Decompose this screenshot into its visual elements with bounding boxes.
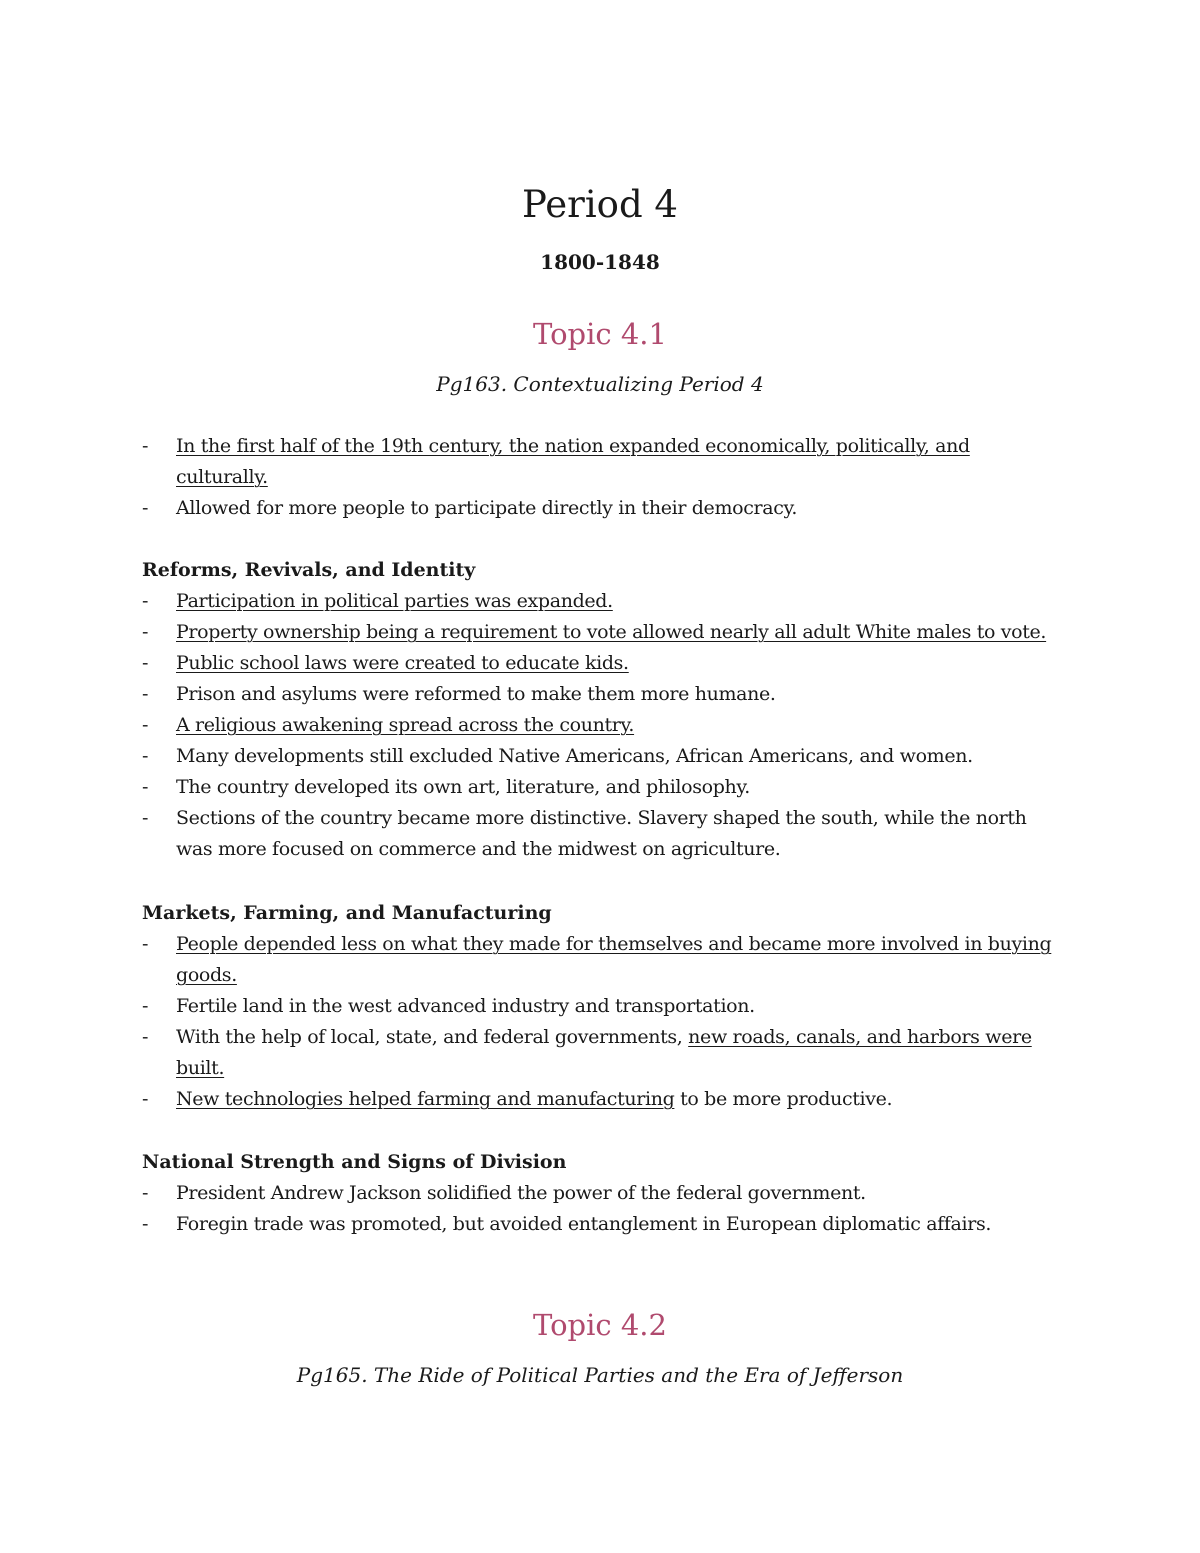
list-item xyxy=(142,929,1058,991)
list-item xyxy=(142,679,1058,710)
list-item xyxy=(142,617,1058,648)
bullet-marker: - xyxy=(142,1213,149,1235)
bullet-text: Allowed for more people to participate directly in their democracy. xyxy=(176,497,798,519)
list-item xyxy=(142,1178,1058,1209)
bullet-marker: - xyxy=(142,714,149,736)
bullet-marker: - xyxy=(142,995,149,1017)
topic-4-1-subtitle: Pg163. Contextualizing Period 4 xyxy=(436,372,764,396)
list-item xyxy=(142,772,1058,803)
bullet-underlined-text: Property ownership being a requirement to vote allowed nearly all adult White males to vote. xyxy=(176,621,1047,643)
list-item xyxy=(142,1084,1058,1115)
bullet-text: Foregin trade was promoted, but avoided entanglement in European diplomatic affairs. xyxy=(176,1213,992,1235)
bullet-underlined-text: A religious awakening spread across the country. xyxy=(176,714,635,736)
bullet-text: Prison and asylums were reformed to make them more humane. xyxy=(176,683,776,705)
reforms-bullet-list xyxy=(142,586,1058,865)
section-heading-national-strength: National Strength and Signs of Division xyxy=(142,1151,567,1173)
list-item xyxy=(142,803,1058,865)
bullet-marker: - xyxy=(142,497,149,519)
bullet-text: President Andrew Jackson solidified the power of the federal government. xyxy=(176,1182,866,1204)
bullet-underlined-text: New technologies helped farming and manufacturing xyxy=(176,1088,675,1110)
bullet-marker: - xyxy=(142,683,149,705)
bullet-marker: - xyxy=(142,933,149,955)
page-title: Period 4 xyxy=(522,183,678,226)
bullet-marker: - xyxy=(142,1182,149,1204)
bullet-marker: - xyxy=(142,652,149,674)
list-item xyxy=(142,586,1058,617)
list-item xyxy=(142,493,1058,524)
topic-4-1-heading: Topic 4.1 xyxy=(533,317,667,351)
list-item xyxy=(142,1209,1058,1240)
bullet-marker: - xyxy=(142,435,149,457)
bullet-text: With the help of local, state, and federal governments, xyxy=(176,1026,689,1048)
bullet-text: to be more productive. xyxy=(674,1088,893,1110)
list-item xyxy=(142,710,1058,741)
bullet-marker: - xyxy=(142,621,149,643)
bullet-text: Fertile land in the west advanced industry and transportation. xyxy=(176,995,755,1017)
bullet-underlined-text: new roads, canals, and harbors were built. xyxy=(176,1026,1032,1079)
bullet-underlined-text: Public school laws were created to educate kids. xyxy=(176,652,629,674)
bullet-text: Sections of the country became more distinctive. Slavery shaped the south, while the north was more focused on commerce and the midwest on agriculture. xyxy=(176,807,1027,860)
national-strength-bullet-list xyxy=(142,1178,1058,1240)
bullet-marker: - xyxy=(142,745,149,767)
section-heading-markets: Markets, Farming, and Manufacturing xyxy=(142,902,552,924)
bullet-underlined-text: People depended less on what they made for themselves and became more involved in buying goods. xyxy=(176,933,1052,986)
topic-4-2-subtitle: Pg165. The Ride of Political Parties and the Era of Jefferson xyxy=(296,1363,904,1387)
bullet-underlined-text: Participation in political parties was expanded. xyxy=(176,590,613,612)
bullet-marker: - xyxy=(142,1088,149,1110)
date-range: 1800-1848 xyxy=(540,250,660,274)
list-item xyxy=(142,431,1058,493)
bullet-text: Many developments still excluded Native Americans, African Americans, and women. xyxy=(176,745,973,767)
intro-bullet-list xyxy=(142,431,1058,524)
bullet-marker: - xyxy=(142,807,149,829)
bullet-text: The country developed its own art, literature, and philosophy. xyxy=(176,776,750,798)
bullet-marker: - xyxy=(142,776,149,798)
bullet-marker: - xyxy=(142,1026,149,1048)
bullet-underlined-text: In the first half of the 19th century, the nation expanded economically, politically, and culturally. xyxy=(176,435,970,488)
list-item xyxy=(142,1022,1058,1084)
list-item xyxy=(142,648,1058,679)
markets-bullet-list xyxy=(142,929,1058,1115)
topic-4-2-heading: Topic 4.2 xyxy=(533,1308,667,1342)
section-heading-reforms: Reforms, Revivals, and Identity xyxy=(142,559,476,581)
list-item xyxy=(142,741,1058,772)
bullet-marker: - xyxy=(142,590,149,612)
list-item xyxy=(142,991,1058,1022)
